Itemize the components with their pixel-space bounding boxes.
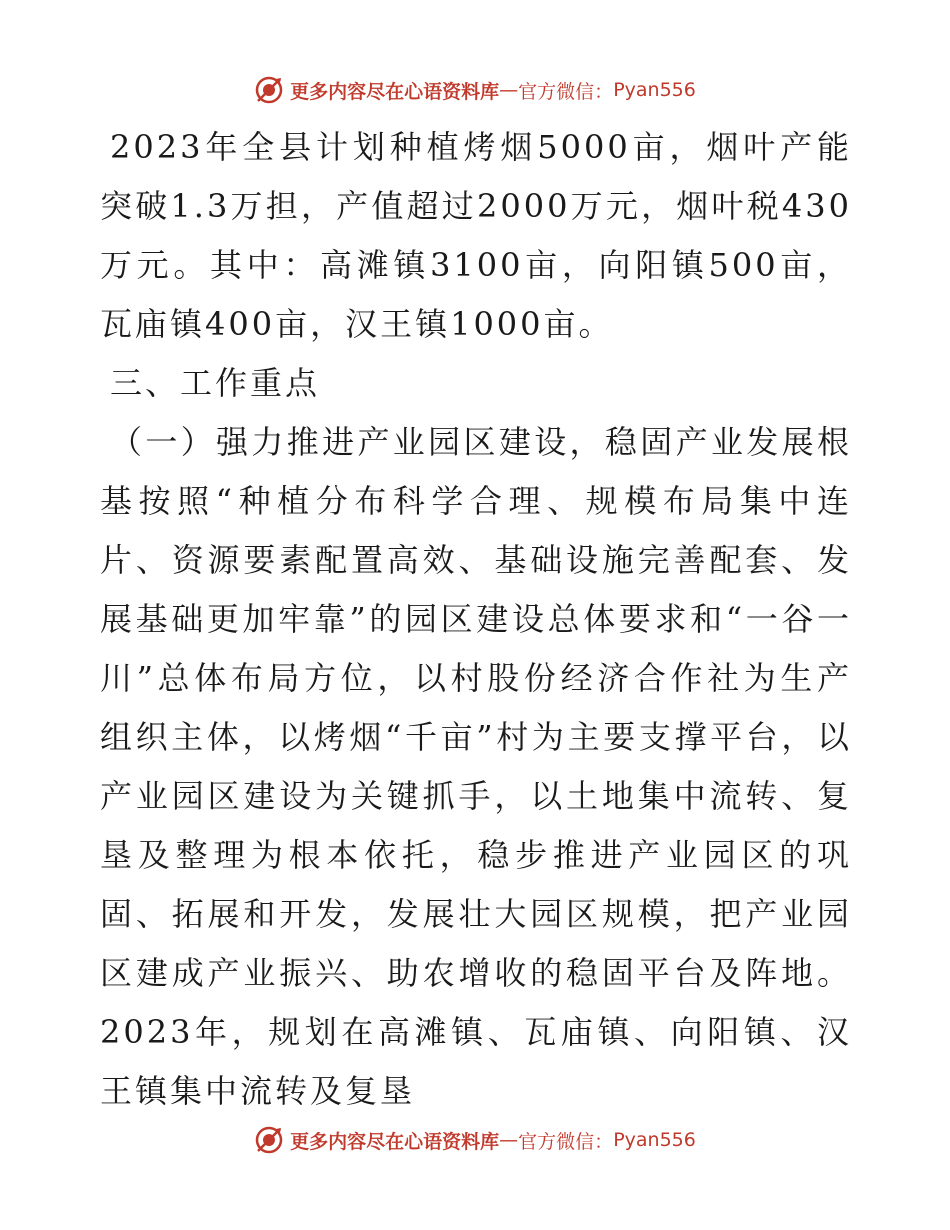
footer-wechat-handle: Pyan556 <box>613 1129 696 1151</box>
header-wechat-handle: Pyan556 <box>613 79 696 101</box>
quill-seal-icon <box>254 75 284 105</box>
header-banner <box>0 72 950 108</box>
header-wechat-label: 官方微信： <box>518 80 614 103</box>
quill-seal-icon <box>254 1125 284 1155</box>
paragraph-planting-plan: 2023年全县计划种植烤烟5000亩，烟叶产能突破1.3万担，产值超过2000万元，烟叶税430万元。其中：高滩镇3100亩，向阳镇500亩，瓦庙镇400亩，汉王镇1000亩。 <box>100 128 852 343</box>
header-banner-text: 更多内容尽在心语资料库 <box>290 80 500 103</box>
footer-banner-dash: — <box>499 1129 519 1151</box>
footer-wechat-label: 官方微信： <box>518 1130 614 1153</box>
footer-banner-text: 更多内容尽在心语资料库 <box>290 1130 500 1153</box>
header-banner-dash: — <box>499 79 519 101</box>
paragraph-industrial-park: （一）强力推进产业园区建设，稳固产业发展根基按照“种植分布科学合理、规模布局集中连片、资源要素配置高效、基础设施完善配套、发展基础更加牢靠”的园区建设总体要求和“一谷一川”总体布局方位，以村股份经济合作社为生产组织主体，以烤烟“千亩”村为主要支撑平台，以产业园区建设为关键抓手，以土地集中流转、复垦及整理为根本依托，稳步推进产业园区的巩固、拓展和开发，发展壮大园区规模，把产业园区建成产业振兴、助农增收的稳固平台及阵地。2023年，规划在高滩镇、瓦庙镇、向阳镇、汉王镇集中流转及复垦 <box>100 423 852 1110</box>
footer-banner <box>0 1122 950 1158</box>
document-body <box>100 118 852 1121</box>
section-heading: 三、工作重点 <box>110 364 321 402</box>
